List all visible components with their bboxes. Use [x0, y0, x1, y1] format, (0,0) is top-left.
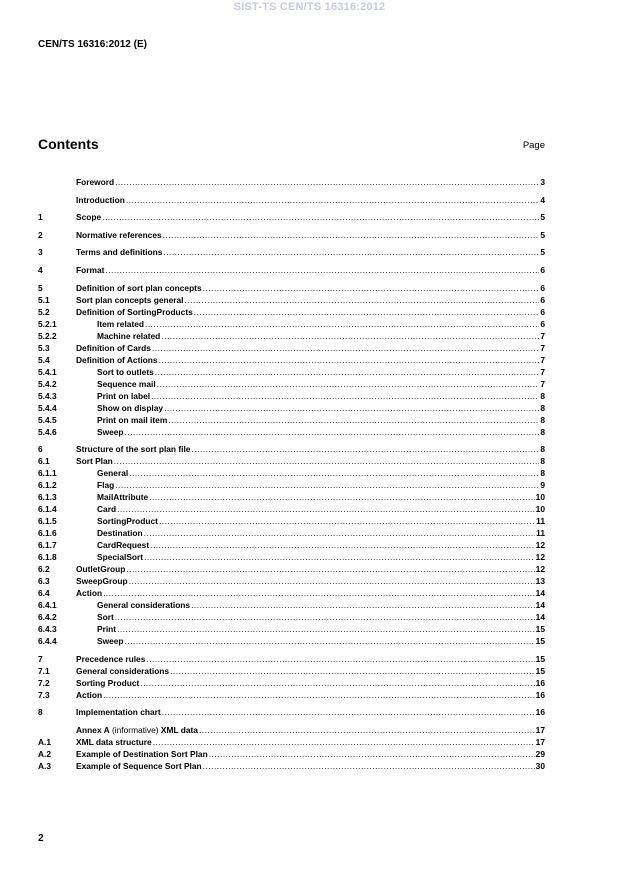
toc-entry-title: General considerations: [97, 600, 191, 611]
dot-leader: [209, 748, 535, 760]
toc-entry-number: 5.4.5: [38, 414, 57, 425]
toc-entry-number: 4: [38, 264, 43, 275]
toc-entry-title: Definition of Actions: [76, 354, 158, 365]
toc-entry-title: Structure of the sort plan file: [76, 444, 191, 455]
toc-entry[interactable]: [38, 503, 545, 515]
dot-leader: [115, 611, 535, 623]
toc-entry-page: 8: [540, 456, 545, 467]
toc-entry-title: Item related: [97, 318, 145, 329]
toc-entry-number: 5.2: [38, 306, 50, 317]
toc-entry-title-part: XML data: [160, 724, 198, 735]
page-column-label: Page: [522, 140, 545, 151]
toc-entry-number: 6.1.2: [38, 480, 57, 491]
toc-entry[interactable]: [38, 653, 545, 665]
dot-leader: [117, 503, 535, 515]
dot-leader: [162, 706, 535, 718]
toc-entry[interactable]: [38, 736, 545, 748]
toc-entry-title: Action: [76, 689, 103, 700]
toc-entry-page: 14: [535, 600, 545, 611]
toc-entry-page: 6: [540, 264, 545, 275]
toc-entry-title: Precedence rules: [76, 653, 146, 664]
toc-entry[interactable]: [38, 467, 545, 479]
dot-leader: [151, 390, 539, 402]
toc-entry[interactable]: [38, 611, 545, 623]
dot-leader: [115, 479, 539, 491]
toc-entry-page: 6: [540, 318, 545, 329]
toc-entry-page: 17: [535, 736, 545, 747]
toc-entry-number: A.3: [38, 760, 52, 771]
toc-entry-page: 30: [535, 760, 545, 771]
toc-entry-title: Foreword: [76, 177, 115, 187]
toc-entry-page: 7: [540, 354, 545, 365]
toc-entry-title: Sweep: [97, 636, 124, 647]
toc-entry-title: CardRequest: [97, 540, 150, 551]
toc-entry-title: Action: [76, 588, 103, 599]
toc-entry[interactable]: [38, 229, 545, 241]
toc-entry-title-qualifier: (informative): [109, 724, 161, 735]
dot-leader: [199, 724, 535, 736]
toc-entry-number: 6.1.8: [38, 552, 57, 563]
toc-entry-number: 6.1.7: [38, 540, 57, 551]
toc-entry-number: 7.1: [38, 665, 50, 676]
toc-entry[interactable]: [38, 264, 545, 276]
dot-leader: [203, 282, 540, 294]
dot-leader: [159, 354, 540, 366]
toc-entry-title: Normative references: [76, 229, 162, 240]
toc-entry[interactable]: [38, 587, 545, 599]
toc-entry-title: Sort plan concepts general: [76, 294, 184, 305]
toc-entry-title: General considerations: [76, 665, 170, 676]
toc-entry-page: 8: [540, 414, 545, 425]
toc-entry-page: 13: [535, 576, 545, 587]
toc-entry-page: 11: [536, 528, 545, 539]
toc-entry-title: OutletGroup: [76, 564, 126, 575]
toc-entry[interactable]: [38, 318, 545, 330]
toc-entry-title: Example of Sequence Sort Plan: [76, 760, 202, 771]
toc-entry[interactable]: [38, 665, 545, 677]
toc-entry-title: Format: [76, 264, 105, 275]
dot-leader: [163, 229, 540, 241]
toc-entry-page: 12: [535, 552, 545, 563]
toc-entry-title: Scope: [76, 212, 102, 223]
toc-entry-page: 14: [535, 612, 545, 623]
toc-entry-title: [76, 724, 198, 736]
toc-entry[interactable]: [38, 390, 545, 402]
toc-entry-number: A.1: [38, 736, 52, 747]
toc-entry-number: 6.4.4: [38, 636, 57, 647]
dot-leader: [153, 736, 535, 748]
dot-leader: [126, 194, 539, 206]
toc-entry-page: 5: [540, 247, 545, 258]
dot-leader: [102, 211, 539, 223]
toc-entry[interactable]: [38, 402, 545, 414]
dot-leader: [161, 330, 539, 342]
toc-entry-number: 5.4.6: [38, 426, 57, 437]
toc-entry-number: 1: [38, 212, 43, 223]
dot-leader: [191, 599, 535, 611]
toc-entry-number: 6.2: [38, 564, 50, 575]
toc-entry-page: 29: [535, 748, 545, 759]
dot-leader: [149, 491, 534, 503]
toc-entry-page: 10: [535, 504, 545, 515]
toc-entry-number: 5.2.1: [38, 318, 57, 329]
toc-entry-number: 5.4.1: [38, 366, 57, 377]
toc-entry-title: Sort Plan: [76, 456, 113, 467]
dot-leader: [157, 378, 540, 390]
toc-entry[interactable]: [38, 748, 545, 760]
toc-entry[interactable]: [38, 246, 545, 258]
toc-entry-title: MailAttribute: [97, 492, 149, 503]
toc-entry-page: 6: [540, 282, 545, 293]
dot-leader: [163, 246, 539, 258]
dot-leader: [125, 635, 535, 647]
toc-entry-page: 10: [535, 492, 545, 503]
toc-entry-page: 16: [535, 689, 545, 700]
page-number: 2: [38, 833, 44, 844]
toc-entry-page: 11: [536, 516, 545, 527]
toc-entry-title: Introduction: [76, 194, 125, 205]
toc-entry[interactable]: [38, 760, 545, 772]
dot-leader: [144, 527, 536, 539]
dot-leader: [152, 342, 539, 354]
toc-entry-page: 16: [535, 677, 545, 688]
toc-entry-number: 5.3: [38, 342, 50, 353]
dot-leader: [129, 575, 535, 587]
dot-leader: [103, 689, 535, 701]
toc-entry-page: 8: [540, 390, 545, 401]
toc-entry-number: 2: [38, 229, 43, 240]
toc-entry[interactable]: [38, 706, 545, 718]
toc-entry-number: 6.3: [38, 576, 50, 587]
dot-leader: [103, 587, 535, 599]
toc-entry[interactable]: [38, 455, 545, 467]
toc-entry-title: Sweep: [97, 426, 124, 437]
toc-entry[interactable]: [38, 635, 545, 647]
toc-entry-title: Sequence mail: [97, 378, 156, 389]
toc-entry-title: Sort: [97, 612, 114, 623]
toc-entry-number: 6.1.5: [38, 516, 57, 527]
toc-entry-title: Definition of Cards: [76, 342, 151, 353]
toc-entry[interactable]: [38, 677, 545, 689]
toc-entry-page: 15: [535, 624, 545, 635]
dot-leader: [140, 677, 534, 689]
toc-entry-page: 3: [540, 177, 545, 187]
toc-entry-title: Machine related: [97, 330, 161, 341]
dot-leader: [203, 760, 535, 772]
toc-entry-title: SweepGroup: [76, 576, 128, 587]
toc-entry[interactable]: [38, 539, 545, 551]
toc-entry-number: 6.4.3: [38, 624, 57, 635]
toc-entry-title: XML data structure: [76, 736, 152, 747]
contents-heading: Contents: [38, 136, 99, 152]
dot-leader: [170, 665, 535, 677]
toc-entry-number: 5.4.2: [38, 378, 57, 389]
dot-leader: [146, 653, 534, 665]
toc-entry-title: Destination: [97, 528, 143, 539]
dot-leader: [125, 426, 540, 438]
toc-entry-title: Sort to outlets: [97, 366, 154, 377]
dot-leader: [114, 455, 540, 467]
dot-leader: [105, 264, 539, 276]
toc-entry-title: Terms and definitions: [76, 247, 163, 258]
dot-leader: [168, 414, 539, 426]
toc-entry-page: 6: [540, 306, 545, 317]
document-identifier: CEN/TS 16316:2012 (E): [38, 39, 147, 50]
toc-entry-number: 5.2.2: [38, 330, 57, 341]
dot-leader: [144, 551, 535, 563]
toc-entry-page: 7: [540, 342, 545, 353]
toc-entry-number: 7: [38, 653, 43, 664]
toc-entry[interactable]: [38, 623, 545, 635]
dot-leader: [145, 318, 539, 330]
toc-entry-title: General: [97, 468, 129, 479]
toc-entry-title: Example of Destination Sort Plan: [76, 748, 208, 759]
toc-entry-title: SortingProduct: [97, 516, 158, 527]
toc-entry[interactable]: [38, 479, 545, 491]
toc-entry-page: 14: [535, 588, 545, 599]
toc-entry-page: 8: [540, 402, 545, 413]
toc-entry[interactable]: [38, 724, 545, 736]
dot-leader: [164, 402, 539, 414]
toc-entry-page: 12: [535, 540, 545, 551]
toc-entry-title: SpecialSort: [97, 552, 144, 563]
toc-entry-page: 15: [535, 653, 545, 664]
toc-entry[interactable]: [38, 515, 545, 527]
toc-entry[interactable]: [38, 527, 545, 539]
toc-entry-title: Print on label: [97, 390, 151, 401]
toc-entry-page: 7: [540, 378, 545, 389]
toc-entry[interactable]: [38, 551, 545, 563]
toc-entry-title: Print: [97, 624, 117, 635]
toc-entry-number: 6.1.3: [38, 492, 57, 503]
toc-entry-page: 9: [540, 480, 545, 491]
dot-leader: [155, 366, 540, 378]
toc-entry-number: 5.4.3: [38, 390, 57, 401]
toc-entry-title: Implementation chart: [76, 707, 161, 718]
toc-entry[interactable]: [38, 306, 545, 318]
toc-entry[interactable]: [38, 176, 545, 188]
dot-leader: [191, 443, 539, 455]
toc-entry-number: 6.1: [38, 456, 50, 467]
toc-entry[interactable]: [38, 378, 545, 390]
toc-entry-number: 8: [38, 707, 43, 718]
toc-entry-number: 3: [38, 247, 43, 258]
dot-leader: [129, 467, 539, 479]
toc-entry-page: 17: [535, 724, 545, 735]
toc-entry-number: 6: [38, 444, 43, 455]
toc-entry[interactable]: [38, 342, 545, 354]
watermark: SIST-TS CEN/TS 16316:2012: [233, 1, 386, 13]
toc-entry-page: 4: [540, 194, 545, 205]
toc-entry-title: Print on mail item: [97, 414, 168, 425]
toc-entry-number: 6.4: [38, 588, 50, 599]
toc-entry[interactable]: [38, 491, 545, 503]
toc-entry-number: 5.4: [38, 354, 50, 365]
toc-entry-number: 6.1.4: [38, 504, 57, 515]
toc-entry-page: 7: [540, 330, 545, 341]
toc-entry[interactable]: [38, 414, 545, 426]
toc-entry-page: 8: [540, 426, 545, 437]
toc-entry[interactable]: [38, 294, 545, 306]
toc-entry[interactable]: [38, 443, 545, 455]
toc-entry[interactable]: [38, 194, 545, 206]
dot-leader: [185, 294, 540, 306]
toc-entry-number: 6.1.1: [38, 468, 57, 479]
toc-entry-number: 6.1.6: [38, 528, 57, 539]
toc-entry[interactable]: [38, 366, 545, 378]
toc-entry[interactable]: [38, 426, 545, 438]
dot-leader: [194, 306, 540, 318]
toc-entry-title: Definition of sort plan concepts: [76, 282, 202, 293]
toc-entry[interactable]: [38, 211, 545, 223]
toc-entry-number: 7.3: [38, 689, 50, 700]
toc-entry-number: A.2: [38, 748, 52, 759]
dot-leader: [126, 563, 534, 575]
toc-entry-title: Flag: [97, 480, 115, 491]
toc-entry-number: 6.4.2: [38, 612, 57, 623]
toc-entry-page: 6: [540, 294, 545, 305]
toc-entry-number: 7.2: [38, 677, 50, 688]
toc-entry-page: 8: [540, 468, 545, 479]
dot-leader: [150, 539, 535, 551]
toc-entry[interactable]: [38, 354, 545, 366]
toc-entry[interactable]: [38, 563, 545, 575]
toc-entry[interactable]: [38, 330, 545, 342]
toc-entry-page: 15: [535, 665, 545, 676]
toc-entry-page: 16: [535, 707, 545, 718]
toc-entry[interactable]: [38, 599, 545, 611]
toc-entry-page: 5: [540, 212, 545, 223]
toc-entry-number: 5: [38, 282, 43, 293]
toc-entry-page: 5: [540, 229, 545, 240]
toc-entry-title: Sorting Product: [76, 677, 140, 688]
dot-leader: [159, 515, 535, 527]
toc-entry-page: 8: [540, 444, 545, 455]
dot-leader: [117, 623, 535, 635]
toc-entry[interactable]: [38, 282, 545, 294]
toc-entry-number: 6.4.1: [38, 600, 57, 611]
toc-entry-title: Show on display: [97, 402, 164, 413]
table-of-contents: [38, 176, 545, 772]
toc-entry-number: 5.1: [38, 294, 50, 305]
toc-entry[interactable]: [38, 575, 545, 587]
toc-entry-page: 15: [535, 636, 545, 647]
toc-entry-number: 5.4.4: [38, 402, 57, 413]
toc-entry[interactable]: [38, 689, 545, 701]
toc-entry-page: 7: [540, 366, 545, 377]
toc-entry-title: Card: [97, 504, 117, 515]
toc-entry-title-part: Annex A: [76, 724, 110, 735]
toc-entry-title: Definition of SortingProducts: [76, 306, 193, 317]
dot-leader: [115, 176, 539, 188]
toc-entry-page: 12: [535, 564, 545, 575]
